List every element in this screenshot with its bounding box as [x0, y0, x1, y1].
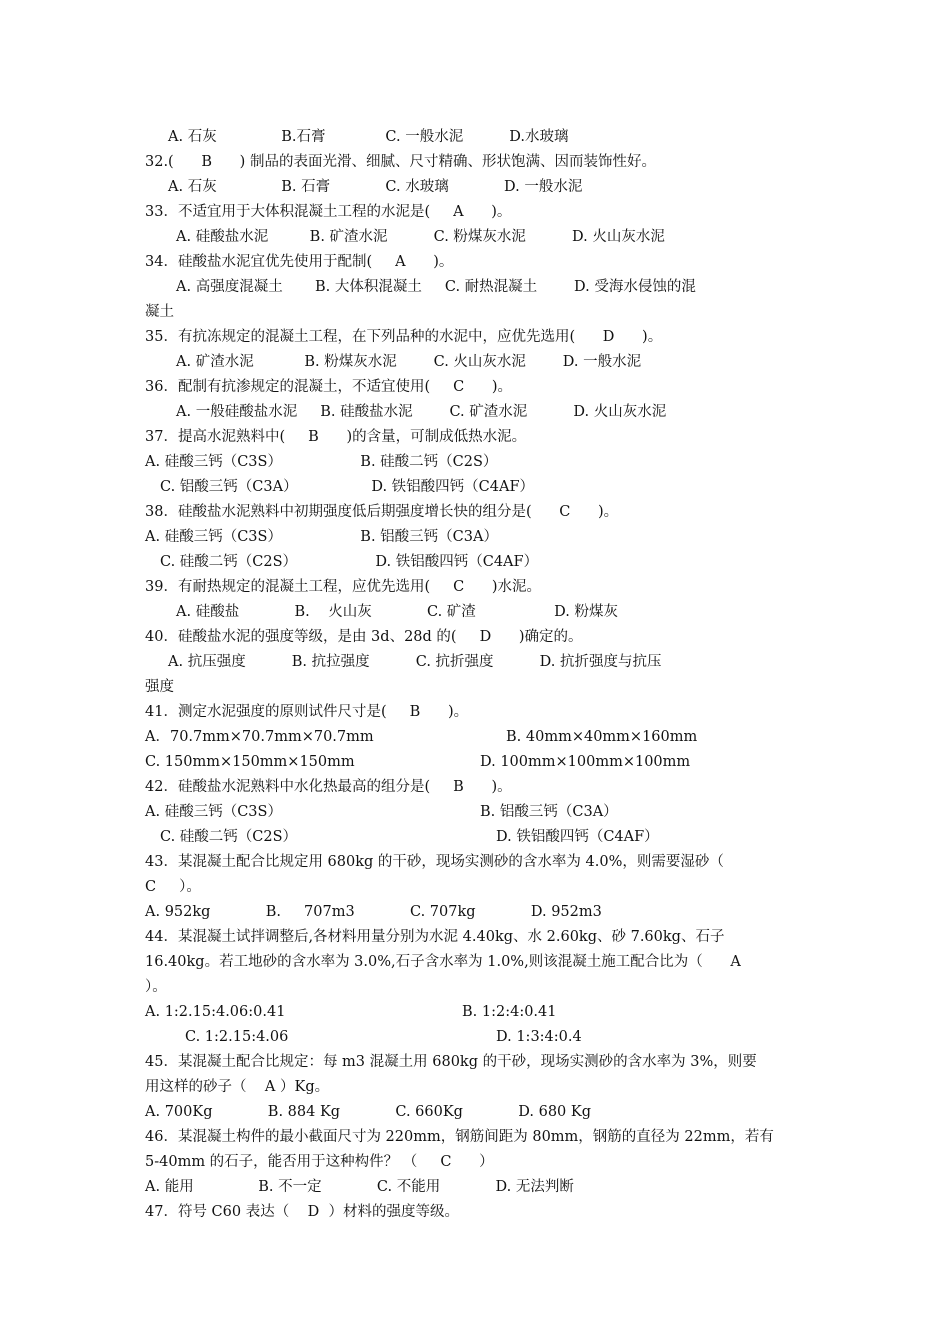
q42-option-c: C. 硅酸二钙（C2S） [160, 829, 298, 845]
q32-question: 32.( B ) 制品的表面光滑、细腻、尺寸精确、形状饱满、因而装饰性好。 [145, 154, 656, 170]
q41-option-c: C. 150mm×150mm×150mm [145, 754, 355, 770]
q43-question-cont: C ）。 [145, 879, 201, 895]
q40-options: A. 抗压强度 B. 抗拉强度 C. 抗折强度 D. 抗折强度与抗压 [168, 654, 662, 670]
q41-option-b: B. 40mm×40mm×160mm [506, 729, 698, 745]
q33-question: 33．不适宜用于大体积混凝土工程的水泥是( A )。 [145, 204, 512, 220]
q31-options: A. 石灰 B.石膏 C. 一般水泥 D.水玻璃 [168, 129, 569, 145]
q44-question-end: ）。 [145, 979, 167, 995]
q44-option-b: B. 1:2:4:0.41 [462, 1004, 557, 1020]
q44-question-cont: 16.40kg。若工地砂的含水率为 3.0%,石子含水率为 1.0%,则该混凝土施工配合比为（ A [145, 954, 741, 970]
q34-question: 34．硅酸盐水泥宜优先使用于配制( A )。 [145, 254, 454, 270]
q38-options-cd: C. 硅酸二钙（C2S） D. 铁铝酸四钙（C4AF） [160, 554, 539, 570]
q41-question: 41．测定水泥强度的原则试件尺寸是( B )。 [145, 704, 469, 720]
q46-question-cont: 5-40mm 的石子，能否用于这种构件？ （ C ） [145, 1154, 494, 1170]
q35-question: 35．有抗冻规定的混凝土工程，在下列品种的水泥中，应优先选用( D )。 [145, 329, 663, 345]
q39-options: A. 硅酸盐 B. 火山灰 C. 矿渣 D. 粉煤灰 [176, 604, 618, 620]
q47-question: 47．符号 C60 表达（ D ）材料的强度等级。 [145, 1204, 459, 1220]
q38-options-ab: A. 硅酸三钙（C3S） B. 铝酸三钙（C3A） [145, 529, 498, 545]
q44-question: 44．某混凝土试拌调整后,各材料用量分别为水泥 4.40kg、水 2.60kg、砂 7.60kg、石子 [145, 929, 725, 945]
q34-options: A. 高强度混凝土 B. 大体积混凝土 C. 耐热混凝土 D. 受海水侵蚀的混 [176, 279, 696, 295]
q37-options-ab: A. 硅酸三钙（C3S） B. 硅酸二钙（C2S） [145, 454, 498, 470]
q45-question-cont: 用这样的砂子（ A ）Kg。 [145, 1079, 330, 1095]
q42-question: 42．硅酸盐水泥熟料中水化热最高的组分是( B )。 [145, 779, 512, 795]
q34-options-cont: 凝土 [145, 304, 174, 320]
q37-question: 37．提高水泥熟料中( B )的含量，可制成低热水泥。 [145, 429, 527, 445]
q42-option-a: A. 硅酸三钙（C3S） [145, 804, 282, 820]
q42-option-b: B. 铝酸三钙（C3A） [480, 804, 618, 820]
q40-question: 40．硅酸盐水泥的强度等级，是由 3d、28d 的( D )确定的。 [145, 629, 583, 645]
q36-question: 36．配制有抗渗规定的混凝土，不适宜使用( C )。 [145, 379, 513, 395]
q44-option-d: D. 1:3:4:0.4 [496, 1029, 582, 1045]
q36-options: A. 一般硅酸盐水泥 B. 硅酸盐水泥 C. 矿渣水泥 D. 火山灰水泥 [176, 404, 667, 420]
q43-options: A. 952kg B. 707m3 C. 707kg D. 952m3 [145, 904, 602, 920]
q45-options: A. 700Kg B. 884 Kg C. 660Kg D. 680 Kg [145, 1104, 591, 1120]
q39-question: 39．有耐热规定的混凝土工程，应优先选用( C )水泥。 [145, 579, 542, 595]
q41-option-a: A．70.7mm×70.7mm×70.7mm [145, 729, 374, 745]
q41-option-d: D. 100mm×100mm×100mm [480, 754, 691, 770]
q46-question: 46．某混凝土构件的最小截面尺寸为 220mm，钢筋间距为 80mm，钢筋的直径为 22mm，若有 [145, 1129, 774, 1145]
q37-options-cd: C. 铝酸三钙（C3A） D. 铁铝酸四钙（C4AF） [160, 479, 535, 495]
q35-options: A. 矿渣水泥 B. 粉煤灰水泥 C. 火山灰水泥 D. 一般水泥 [176, 354, 642, 370]
q43-question: 43．某混凝土配合比规定用 680kg 的干砂，现场实测砂的含水率为 4.0%，则需要湿砂（ [145, 854, 724, 870]
q44-option-a: A. 1:2.15:4.06:0.41 [145, 1004, 286, 1020]
q45-question: 45．某混凝土配合比规定：每 m3 混凝土用 680kg 的干砂，现场实测砂的含水率为 3%，则要 [145, 1054, 757, 1070]
q46-options: A. 能用 B. 不一定 C. 不能用 D. 无法判断 [145, 1179, 574, 1195]
q33-options: A. 硅酸盐水泥 B. 矿渣水泥 C. 粉煤灰水泥 D. 火山灰水泥 [176, 229, 665, 245]
q44-option-c: C. 1:2.15:4.06 [185, 1029, 289, 1045]
q38-question: 38．硅酸盐水泥熟料中初期强度低后期强度增长快的组分是( C )。 [145, 504, 619, 520]
q40-options-cont: 强度 [145, 679, 174, 695]
q32-options: A. 石灰 B. 石膏 C. 水玻璃 D. 一般水泥 [168, 179, 583, 195]
q42-option-d: D. 铁铝酸四钙（C4AF） [496, 829, 659, 845]
